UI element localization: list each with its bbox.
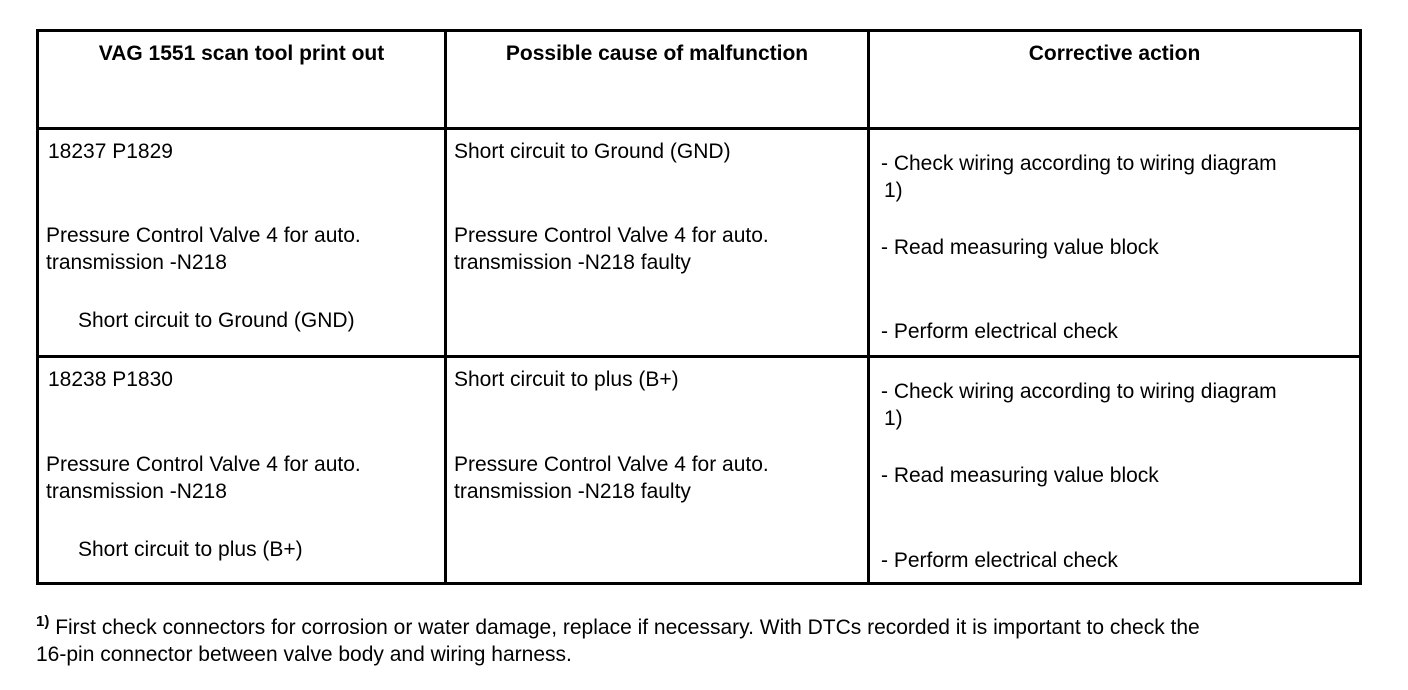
header-corrective-action: Corrective action xyxy=(1028,42,1201,65)
cause-description-cont: transmission -N218 faulty xyxy=(454,480,691,503)
header-possible-cause: Possible cause of malfunction xyxy=(505,42,809,65)
column-divider-1 xyxy=(444,32,447,582)
header-divider xyxy=(39,127,1359,130)
action-electrical-check: - Perform electrical check xyxy=(881,549,1118,572)
dtc-code: 18237 P1829 xyxy=(48,140,173,163)
footnote-text: First check connectors for corrosion or water damage, replace if necessary. With DTCs recorded it is important to check the xyxy=(55,616,1200,639)
cause-short: Short circuit to plus (B+) xyxy=(454,368,679,391)
footnote-line-2: 16-pin connector between valve body and wiring harness. xyxy=(36,643,572,666)
action-footnote-ref: 1) xyxy=(884,179,903,202)
cause-description-cont: transmission -N218 faulty xyxy=(454,251,691,274)
action-electrical-check: - Perform electrical check xyxy=(881,320,1118,343)
header-scan-tool-printout: VAG 1551 scan tool print out xyxy=(98,42,385,65)
action-read-measuring-block: - Read measuring value block xyxy=(881,464,1159,487)
footnote-marker: 1) xyxy=(36,613,50,630)
cause-short: Short circuit to Ground (GND) xyxy=(454,140,731,163)
component-name: Pressure Control Valve 4 for auto. xyxy=(46,453,361,476)
cause-description: Pressure Control Valve 4 for auto. xyxy=(454,224,769,247)
dtc-table xyxy=(36,29,1362,585)
column-divider-2 xyxy=(867,32,870,582)
action-check-wiring: - Check wiring according to wiring diagram xyxy=(881,380,1277,403)
footnote xyxy=(36,614,1376,668)
action-check-wiring: - Check wiring according to wiring diagram xyxy=(881,152,1277,175)
dtc-code: 18238 P1830 xyxy=(48,368,173,391)
action-read-measuring-block: - Read measuring value block xyxy=(881,236,1159,259)
action-footnote-ref: 1) xyxy=(884,407,903,430)
component-name-cont: transmission -N218 xyxy=(46,480,227,503)
cause-description: Pressure Control Valve 4 for auto. xyxy=(454,453,769,476)
component-name-cont: transmission -N218 xyxy=(46,251,227,274)
fault-type: Short circuit to Ground (GND) xyxy=(78,309,355,332)
component-name: Pressure Control Valve 4 for auto. xyxy=(46,224,361,247)
row-divider xyxy=(39,355,1359,358)
fault-type: Short circuit to plus (B+) xyxy=(78,538,303,561)
footnote-line-1 xyxy=(36,614,1376,641)
